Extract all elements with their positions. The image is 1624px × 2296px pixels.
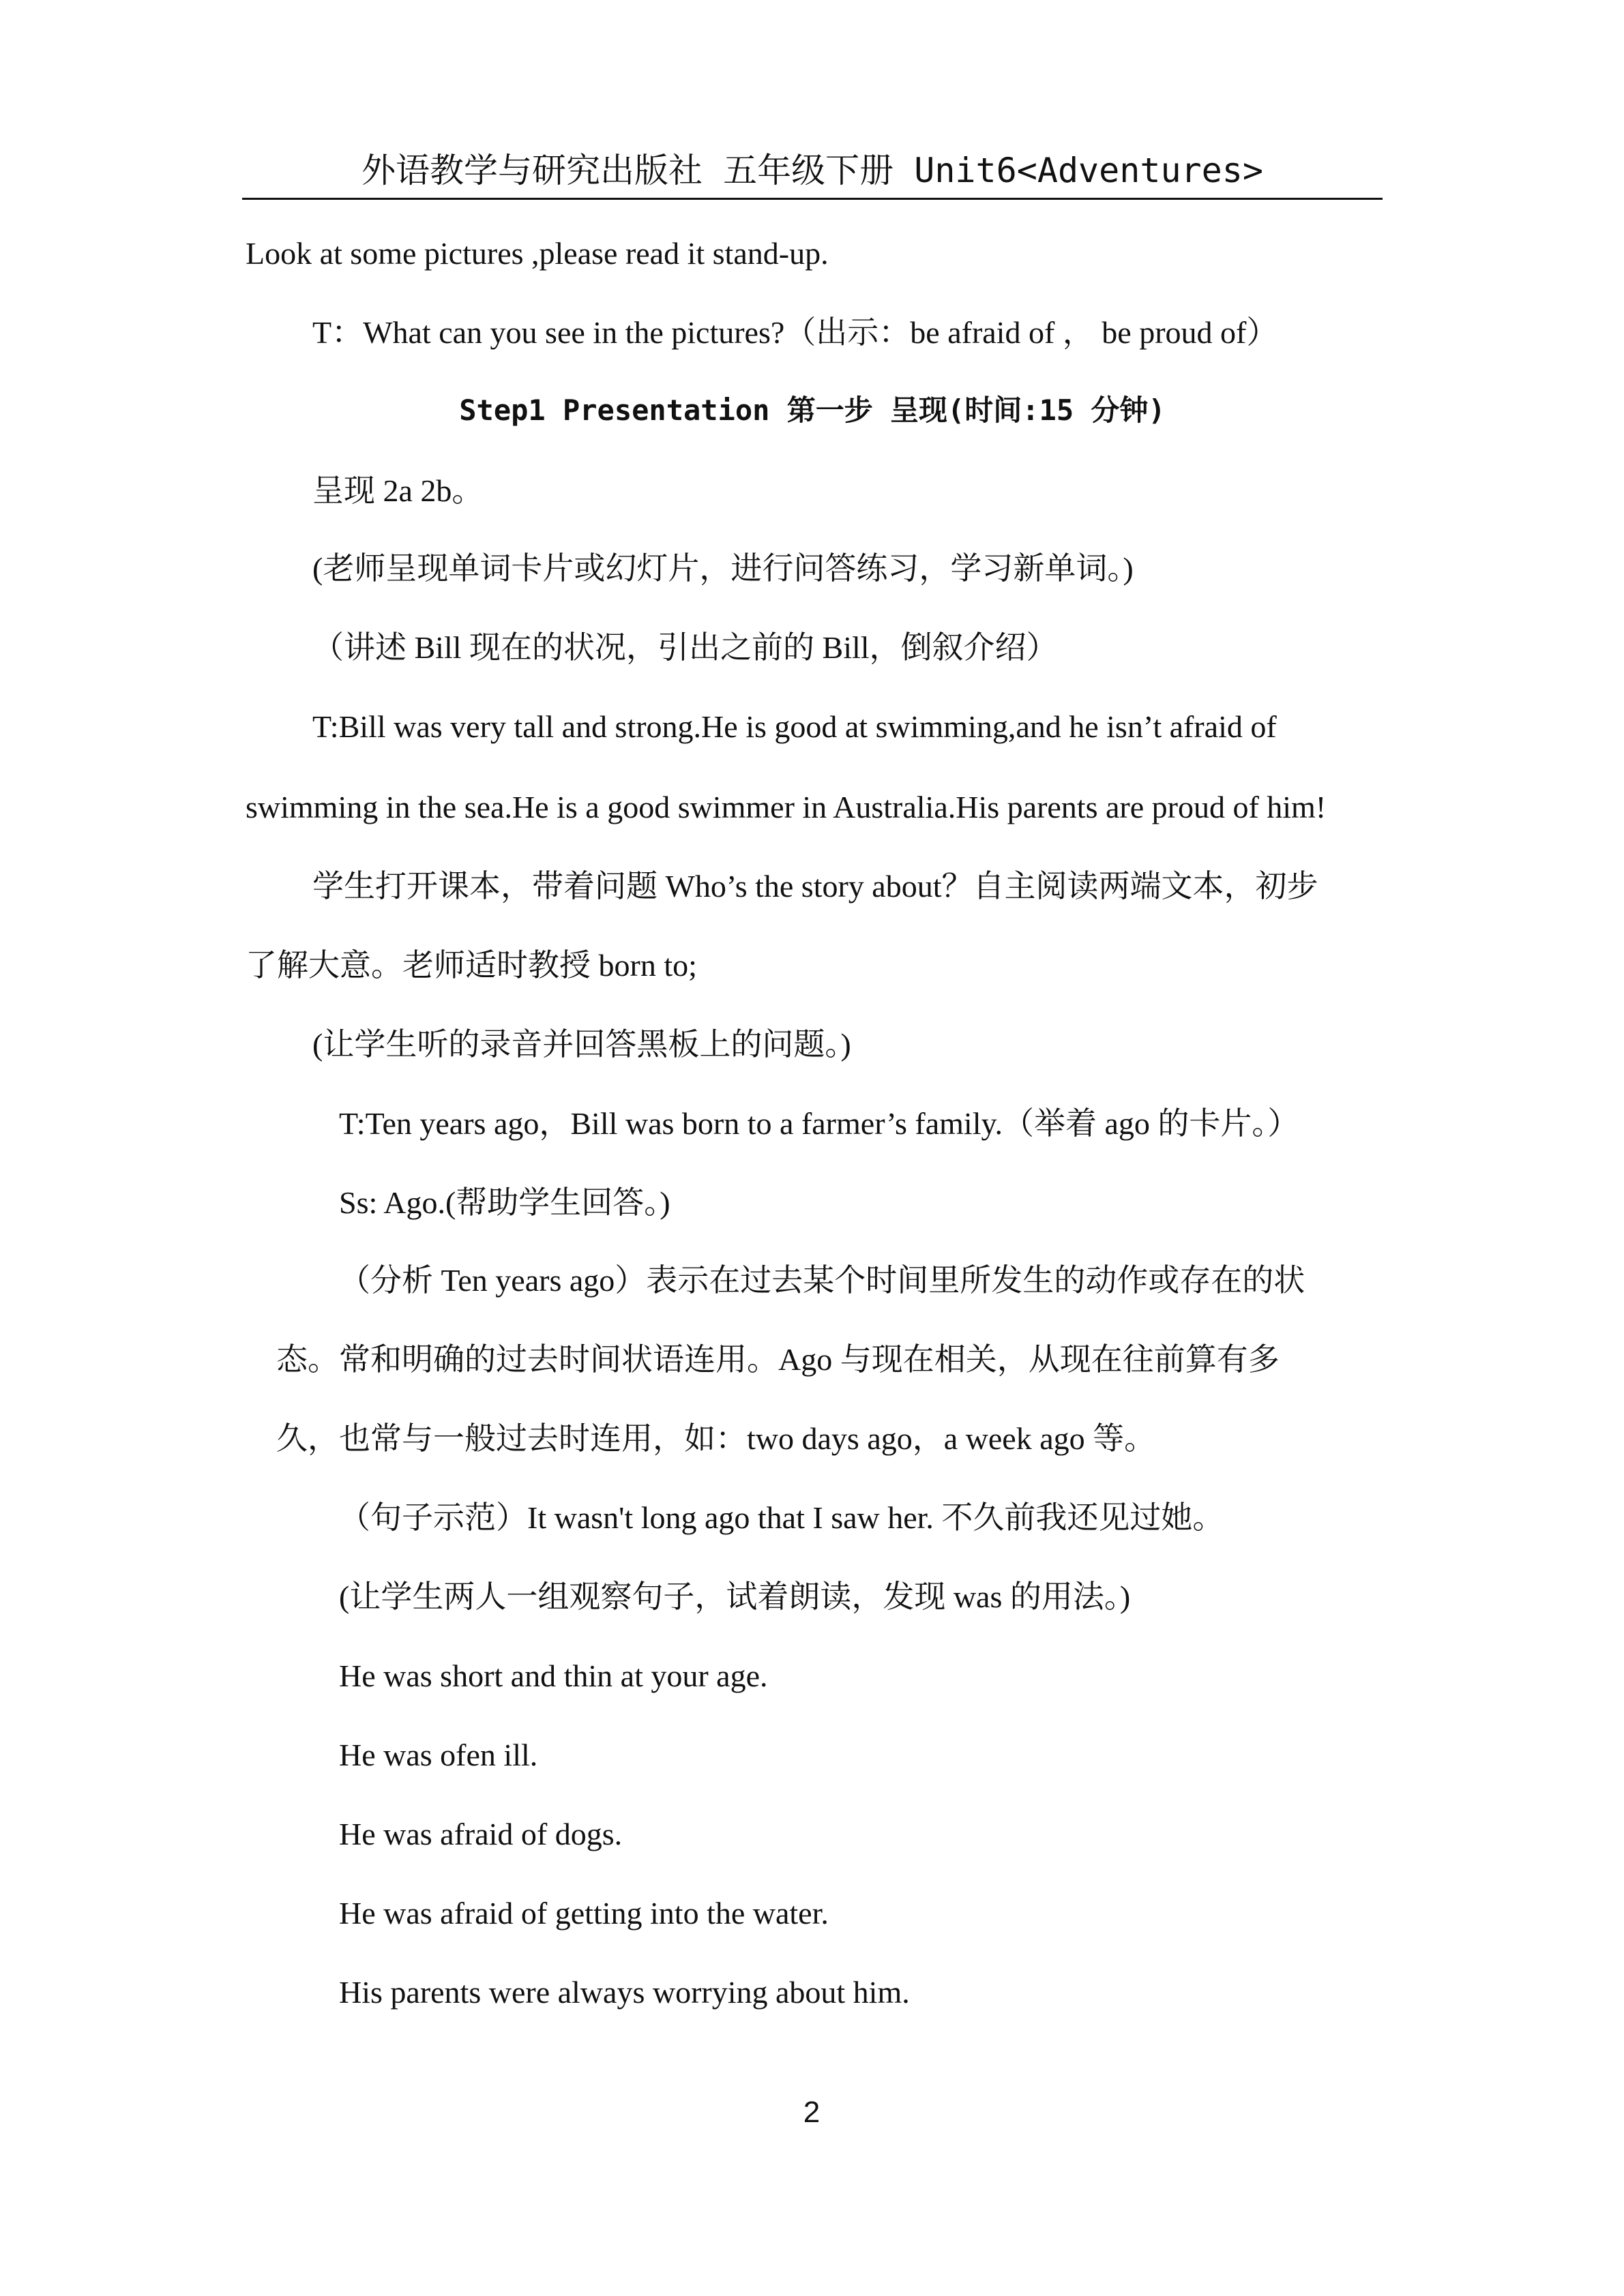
sentence-2: He was ofen ill.: [339, 1738, 538, 1772]
analysis-line-2: 态。常和明确的过去时间状语连用。Ago 与现在相关，从现在往前算有多: [276, 1342, 1280, 1377]
sentence-1: He was short and thin at your age.: [339, 1658, 768, 1693]
bill-line-2: swimming in the sea.He is a good swimmer in Australia.His parents are proud of him!: [246, 790, 1327, 824]
note-cards: (老师呈现单词卡片或幻灯片，进行问答练习，学习新单词。): [312, 551, 1134, 586]
sentence-5: His parents were always worrying about him.: [339, 1975, 910, 2010]
students-line-1: 学生打开课本，带着问题 Who’s the story about？自主阅读两端文本，初步: [312, 869, 1318, 904]
sentence-4: He was afraid of getting into the water.: [339, 1896, 829, 1930]
note-listen: (让学生听的录音并回答黑板上的问题。): [312, 1027, 851, 1062]
bill-line-1: T:Bill was very tall and strong.He is good at swimming,and he isn’t afraid of: [312, 709, 1277, 744]
note-bill: （讲述 Bill 现在的状况，引出之前的 Bill，倒叙介绍）: [312, 630, 1058, 665]
intro-text: Look at some pictures ,please read it stand-up.: [246, 236, 829, 271]
example-sentence: （句子示范）It wasn't long ago that I saw her. 不久前我还见过她。: [339, 1500, 1224, 1535]
ten-years-line: T:Ten years ago，Bill was born to a farmer’s family.（举着 ago 的卡片。）: [339, 1106, 1299, 1141]
sentence-3: He was afraid of dogs.: [339, 1817, 623, 1851]
page-header: 外语教学与研究出版社 五年级下册 Unit6<Adventures>: [361, 151, 1263, 190]
note-pairs: (让学生两人一组观察句子，试着朗读，发现 was 的用法。): [339, 1579, 1131, 1614]
ss-reply: Ss: Ago.(帮助学生回答。): [339, 1185, 670, 1220]
question-text: T：What can you see in the pictures?（出示：be afraid of ， be proud of）: [312, 315, 1278, 350]
step-heading: Step1 Presentation 第一步 呈现(时间:15 分钟): [459, 393, 1166, 427]
present-text: 呈现 2a 2b。: [312, 473, 484, 508]
page-number: 2: [803, 2096, 821, 2129]
header-rule: [242, 198, 1383, 200]
analysis-line-3: 久，也常与一般过去时连用，如：two days ago，a week ago 等。: [276, 1421, 1156, 1456]
analysis-line-1: （分析 Ten years ago）表示在过去某个时间里所发生的动作或存在的状: [339, 1263, 1305, 1298]
students-line-2: 了解大意。老师适时教授 born to;: [246, 948, 697, 983]
